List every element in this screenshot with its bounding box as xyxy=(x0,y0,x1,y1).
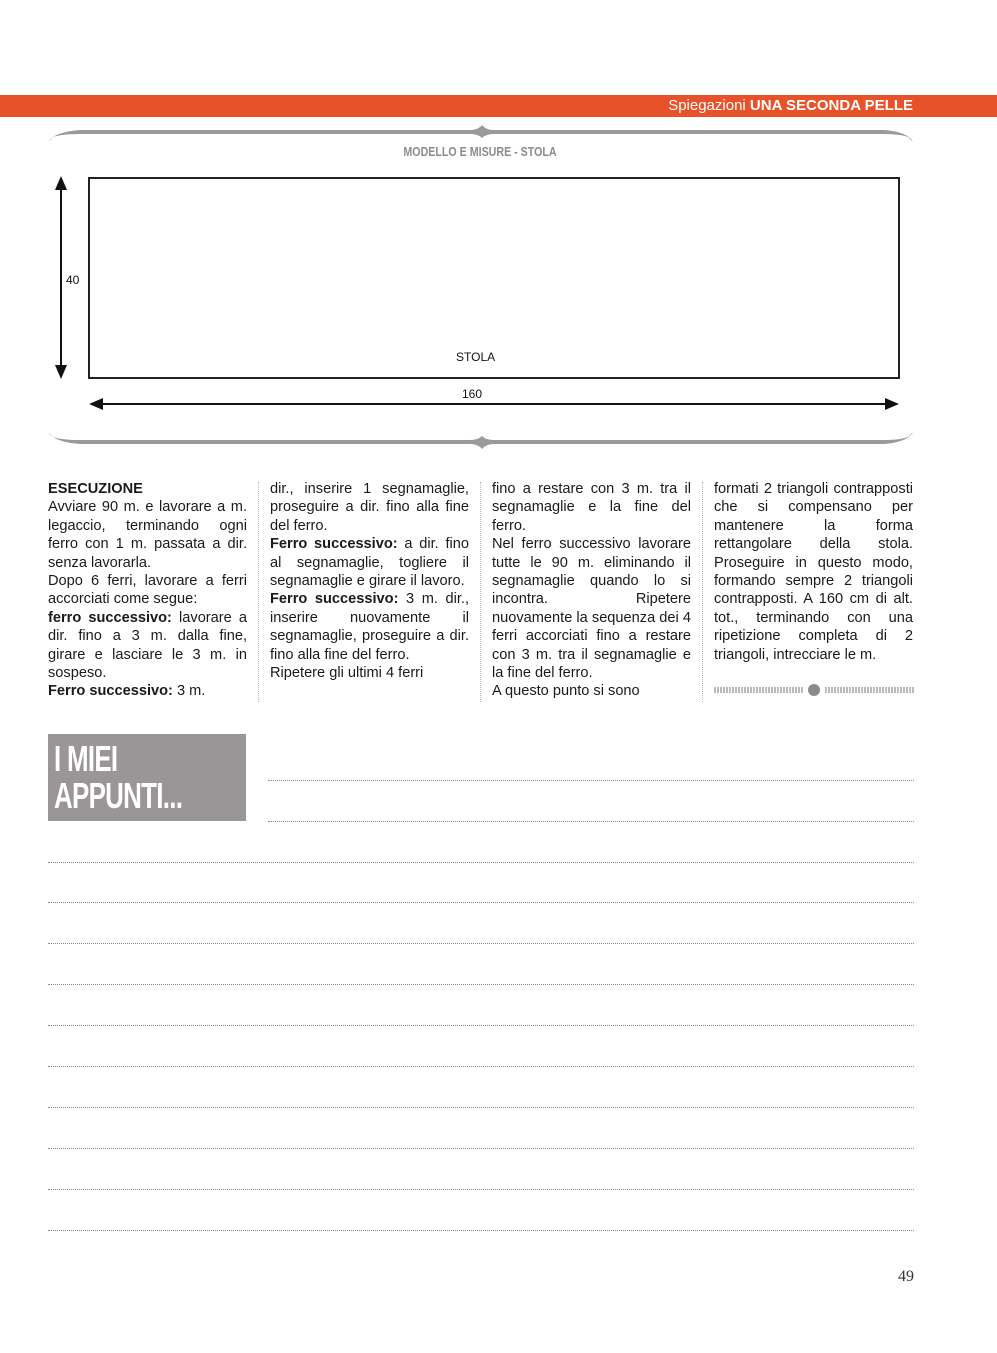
instructions-column-2 xyxy=(270,480,469,704)
col2-step-text-2: 3 m. dir., inserire nuovamente il segnamaglie, proseguire a dir. fino alla fine del ferro. xyxy=(270,591,469,663)
col1-paragraph-4 xyxy=(48,682,247,700)
note-line xyxy=(48,984,914,985)
col2-step-label-2: Ferro successivo: xyxy=(270,591,399,608)
col3-paragraph-1: fino a restare con 3 m. tra il segnamaglie e la fine del ferro. xyxy=(492,481,691,534)
note-line xyxy=(48,1107,914,1108)
note-line xyxy=(48,862,914,863)
note-line xyxy=(48,902,914,903)
instructions-column-1 xyxy=(48,480,247,704)
note-line xyxy=(48,1025,914,1026)
column-divider xyxy=(258,482,259,702)
col2-paragraph-3 xyxy=(270,590,469,664)
notes-title-line-1: I MIEI xyxy=(54,738,118,779)
notes-title-box xyxy=(48,734,246,821)
width-arrow-head-right xyxy=(885,398,899,410)
column-divider xyxy=(702,482,703,702)
col1-paragraph-2: Dopo 6 ferri, lavorare a ferri accorciati come segue: xyxy=(48,573,247,608)
col4-paragraph-1: formati 2 triangoli contrapposti che si compensano per mantenere la forma rettangolare della stola. Proseguire in questo modo, formando sempre 2 triangoli contrapposti. A 160 cm di alt. tot., terminando con una ripetizione completa di 2 triangoli, intrecciare le m. xyxy=(714,481,913,663)
col3-paragraph-2: Nel ferro successivo lavorare tutte le 90 m. eliminando il segnamaglie quando lo si incontra. Ripetere nuovamente la sequenza dei 4 ferri accorciati fino a restare con 3 m. tra il segnamaglie e la fine del ferro. xyxy=(492,536,691,682)
col1-step-label-1: ferro successivo: xyxy=(48,609,172,626)
measurement-diagram xyxy=(0,120,997,460)
note-line xyxy=(268,780,914,781)
piece-label: STOLA xyxy=(456,350,496,364)
col1-step-text-2: 3 m. xyxy=(172,683,206,700)
col2-paragraph-1: dir., inserire 1 segnamaglie, proseguire a dir. fino alla fine del ferro. xyxy=(270,481,469,534)
column-divider xyxy=(480,482,481,702)
diagram-title: MODELLO E MISURE - STOLA xyxy=(403,144,557,159)
note-line xyxy=(48,1189,914,1190)
col2-paragraph-4: Ripetere gli ultimi 4 ferri xyxy=(270,665,424,682)
notes-title-line-2: APPUNTI... xyxy=(54,775,183,816)
section-header-bar xyxy=(0,95,997,117)
instructions-columns xyxy=(48,480,914,710)
instructions-column-3 xyxy=(492,480,691,704)
section-label: Spiegazioni xyxy=(668,97,746,114)
note-line xyxy=(48,1066,914,1067)
width-label: 160 xyxy=(462,387,483,401)
col1-step-label-2: Ferro successivo: xyxy=(48,683,173,700)
height-arrow-head-bottom xyxy=(55,365,67,379)
col2-paragraph-2 xyxy=(270,535,469,590)
col1-paragraph-3 xyxy=(48,609,247,683)
page-number: 49 xyxy=(898,1268,914,1285)
section-title: UNA SECONDA PELLE xyxy=(749,97,913,114)
col2-step-text-1: a dir. fino al segnamaglie, togliere il segnamaglie e girare il lavoro. xyxy=(270,536,469,590)
note-line xyxy=(48,1148,914,1149)
col1-step-text-1: lavorare a dir. fino a 3 m. dalla fine, girare e lasciare le 3 m. in sospeso. xyxy=(48,609,247,682)
height-label: 40 xyxy=(66,273,80,287)
note-line xyxy=(48,1230,914,1231)
stola-outline xyxy=(89,178,899,378)
bottom-brace xyxy=(48,432,913,449)
top-brace xyxy=(48,125,913,142)
instructions-column-4 xyxy=(714,480,913,704)
col1-paragraph-1: Avviare 90 m. e lavorare a m. legaccio, terminando ogni ferro con 1 m. passata a dir. senza lavorarla. xyxy=(48,499,247,571)
note-line xyxy=(48,943,914,944)
note-line xyxy=(268,821,914,822)
col2-step-label-1: Ferro successivo: xyxy=(270,536,398,553)
width-arrow-head-left xyxy=(89,398,103,410)
instructions-heading: ESECUZIONE xyxy=(48,481,143,497)
diagram-drawing xyxy=(0,120,997,460)
col3-paragraph-3: A questo punto si sono xyxy=(492,683,640,700)
end-of-article-icon xyxy=(714,684,914,696)
height-arrow-head-top xyxy=(55,176,67,190)
